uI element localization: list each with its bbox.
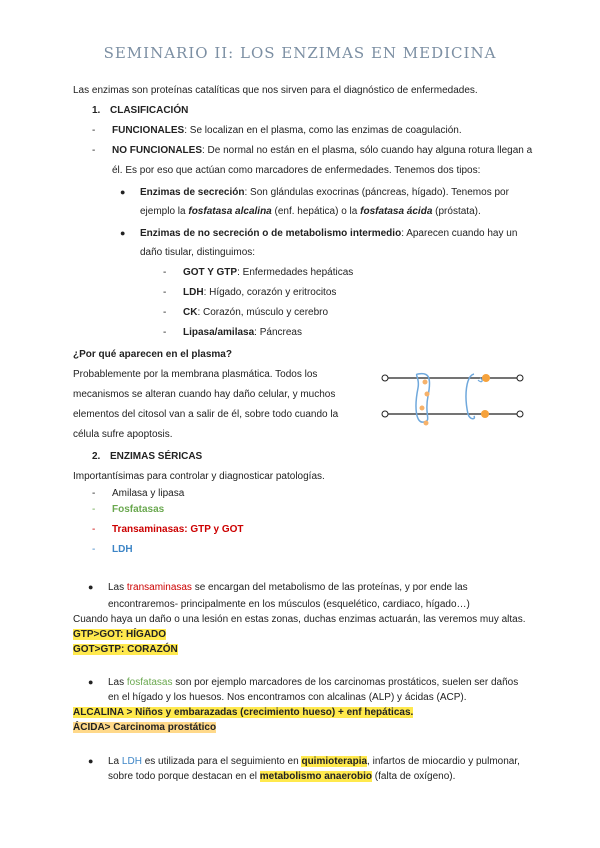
got-gtp-highlight: GOT>GTP: CORAZÓN — [73, 644, 178, 655]
answer-line-4: célula sufre apoptosis. — [73, 429, 173, 440]
serica-item-transaminasas: - Transaminasas: GTP y GOT — [92, 524, 244, 535]
bullet-no-secrecion-cont: daño tisular, distinguimos: — [140, 247, 256, 258]
enzyme-dot-large — [481, 410, 489, 418]
enzyme-dot-large — [482, 374, 490, 382]
list-item-no-funcionales: - NO FUNCIONALES: De normal no están en el plasma, sólo cuando hay alguna rotura llegan a — [92, 145, 533, 156]
bullet-ldh-cont: sobre todo porque destacan en el metabolismo anaerobio (falta de oxígeno). — [108, 771, 456, 782]
answer-line-3: elementos del citosol van a salir de él, sobre todo cuando la — [73, 409, 339, 420]
answer-line-1: Probablemente por la membrana plasmática. Todos los — [73, 369, 318, 380]
enzyme-dot — [424, 421, 429, 426]
enzyme-dot — [425, 392, 430, 397]
sub-item-got-gtp: - GOT Y GTP: Enfermedades hepáticas — [163, 267, 354, 278]
lipid-head — [517, 375, 523, 381]
page-title: SEMINARIO II: LOS ENZIMAS EN MEDICINA — [103, 44, 497, 62]
bullet-fosfatasas: ● Las fosfatasas son por ejemplo marcadores de los carcinomas prostáticos, suelen ser daños — [88, 677, 519, 688]
lipid-head — [517, 411, 523, 417]
section-title: CLASIFICACIÓN — [110, 105, 189, 116]
alcalina-highlight: ALCALINA > Niños y embarazadas (crecimiento hueso) + enf hepáticas. — [73, 707, 414, 718]
question-heading: ¿Por qué aparecen en el plasma? — [73, 349, 232, 360]
bullet-transaminasas: ● Las transaminasas se encargan del metabolismo de las proteínas, y por ende las — [88, 582, 468, 593]
protein-channel-left — [416, 374, 430, 423]
enzyme-dot — [423, 380, 428, 385]
list-item-no-funcionales-cont: él. Es por eso que actúan como marcadores de enfermedades. Tenemos dos tipos: — [112, 165, 481, 176]
bullet-ldh: ● La LDH es utilizada para el seguimiento en quimioterapia, infartos de miocardio y pulmonar, — [88, 756, 520, 767]
serica-item-amilasa: - Amilasa y lipasa — [92, 488, 185, 499]
bullet-transaminasas-cont: encontraremos- principalmente en los músculos (esquelético, cardiaco, hígado…) — [108, 599, 470, 610]
gtp-got-highlight: GTP>GOT: HÍGADO — [73, 629, 167, 640]
transaminasas-note: Cuando haya un daño o una lesión en estas zonas, duchas enzimas actuarán, las veremos muy altas. — [73, 614, 526, 625]
acida-highlight: ÁCIDA> Carcinoma prostático — [73, 722, 217, 733]
section-2-heading: 2. ENZIMAS SÉRICAS — [92, 451, 203, 462]
serica-item-fosfatasas: - Fosfatasas — [92, 504, 165, 515]
sericas-intro: Importantísimas para controlar y diagnosticar patologías. — [73, 471, 325, 482]
section-number: 1. — [92, 105, 101, 116]
membrane-diagram — [380, 368, 525, 428]
serica-item-ldh: - LDH — [92, 544, 133, 555]
section-1-heading — [92, 104, 188, 118]
answer-line-2: mecanismos se alteran cuando hay daño celular, y muchos — [73, 389, 336, 400]
sub-item-lipasa: - Lipasa/amilasa: Páncreas — [163, 327, 302, 338]
bullet-no-secrecion: ● Enzimas de no secreción o de metabolismo intermedio: Aparecen cuando hay un — [120, 228, 518, 239]
sub-item-ck: - CK: Corazón, músculo y cerebro — [163, 307, 329, 318]
bullet-secrecion-cont: ejemplo la fosfatasa alcalina (enf. hepática) o la fosfatasa ácida (próstata). — [140, 206, 481, 217]
bullet-secrecion: ● Enzimas de secreción: Son glándulas exocrinas (páncreas, hígado). Tenemos por — [120, 187, 509, 198]
intro-text: Las enzimas son proteínas catalíticas que nos sirven para el diagnóstico de enfermedades. — [73, 85, 478, 96]
protein-channel-right — [466, 374, 474, 419]
bullet-fosfatasas-cont: en el hígado y los huesos. Nos encontramos con alcalinas (ALP) y ácidas (ACP). — [108, 692, 467, 703]
sub-item-ldh: - LDH: Hígado, corazón y eritrocitos — [163, 287, 337, 298]
lipid-head — [382, 375, 388, 381]
lipid-head — [382, 411, 388, 417]
list-item-funcionales: - FUNCIONALES: Se localizan en el plasma, como las enzimas de coagulación. — [92, 125, 462, 136]
enzyme-dot — [420, 406, 425, 411]
